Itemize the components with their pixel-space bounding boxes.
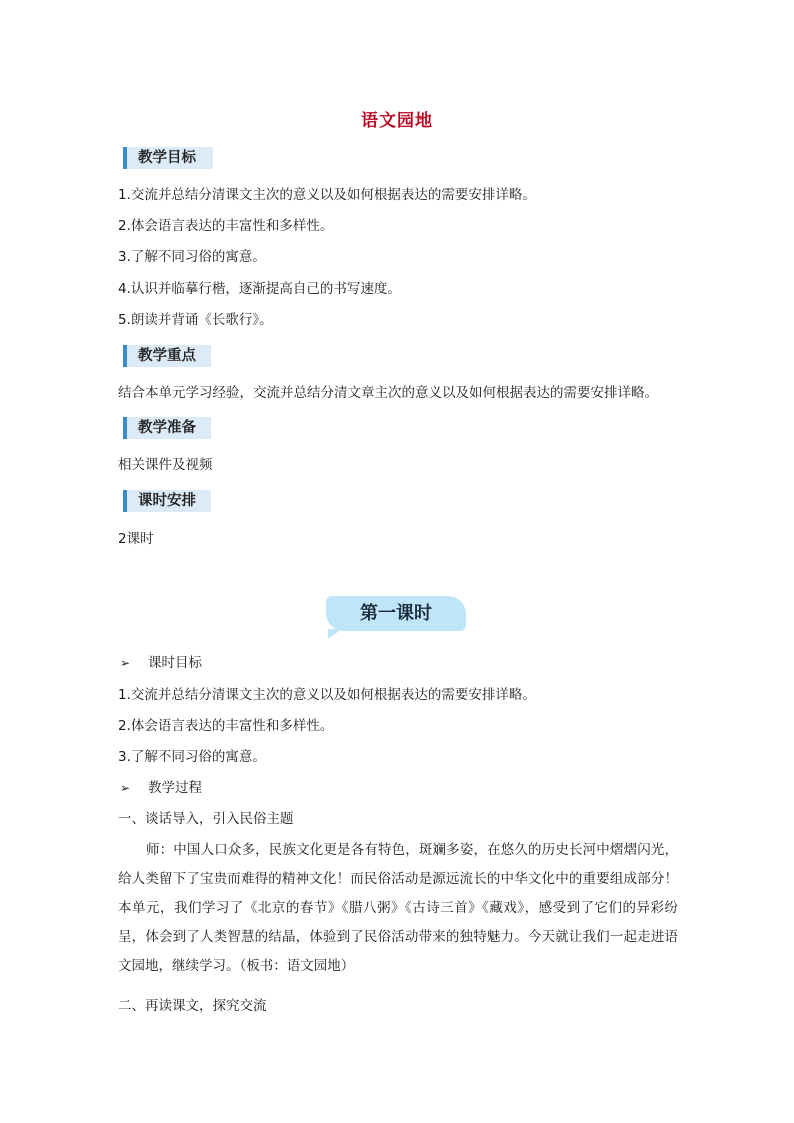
document-title: 语文园地: [361, 111, 433, 131]
goal-item-5: 5.朗读并背诵《长歌行》。: [118, 312, 273, 328]
section-heading-prep: 教学准备: [123, 417, 211, 439]
section-heading-focus: 教学重点: [123, 345, 211, 367]
step1-title: 一、谈话导入，引入民俗主题: [118, 811, 294, 827]
section-heading-goals: 教学目标: [123, 147, 213, 169]
arrow-bullet-icon: ➢: [120, 781, 131, 795]
lesson-goal-2: 2.体会语言表达的丰富性和多样性。: [118, 718, 334, 734]
badge-tail: [328, 629, 342, 639]
prep-text: 相关课件及视频: [118, 457, 213, 473]
focus-text: 结合本单元学习经验，交流并总结分清文章主次的意义以及如何根据表达的需要安排详略。: [118, 385, 658, 401]
goal-item-1: 1.交流并总结分清课文主次的意义以及如何根据表达的需要安排详略。: [118, 187, 536, 203]
lesson-goals-label: 课时目标: [148, 655, 202, 671]
step2-title: 二、再读课文，探究交流: [118, 998, 267, 1014]
goal-item-4: 4.认识并临摹行楷，逐渐提高自己的书写速度。: [118, 281, 401, 297]
section-heading-schedule: 课时安排: [123, 490, 211, 512]
goal-item-3: 3.了解不同习俗的寓意。: [118, 249, 266, 265]
step1-body: 师：中国人口众多，民族文化更是各有特色，斑斓多姿，在悠久的历史长河中熠熠闪光，给人类留下了宝贵而难得的精神文化！而民俗活动是源远流长的中华文化中的重要组成部分！本单元，我们学习了《北京的春节》《腊八粥》《古诗三首》《藏戏》，感受到了它们的异彩纷呈，体会到了人类智慧的结晶，体验到了民俗活动带来的独特魅力。今天就让我们一起走进语文园地，继续学习。（板书：语文园地）: [118, 842, 678, 974]
lesson-badge: [326, 596, 466, 631]
schedule-text: 2课时: [118, 531, 154, 547]
arrow-bullet-icon: ➢: [120, 656, 131, 670]
lesson-goal-3: 3.了解不同习俗的寓意。: [118, 749, 266, 765]
process-label: 教学过程: [148, 780, 202, 796]
goal-item-2: 2.体会语言表达的丰富性和多样性。: [118, 218, 334, 234]
lesson-goal-1: 1.交流并总结分清课文主次的意义以及如何根据表达的需要安排详略。: [118, 687, 536, 703]
lesson-badge-label: 第一课时: [360, 603, 432, 624]
